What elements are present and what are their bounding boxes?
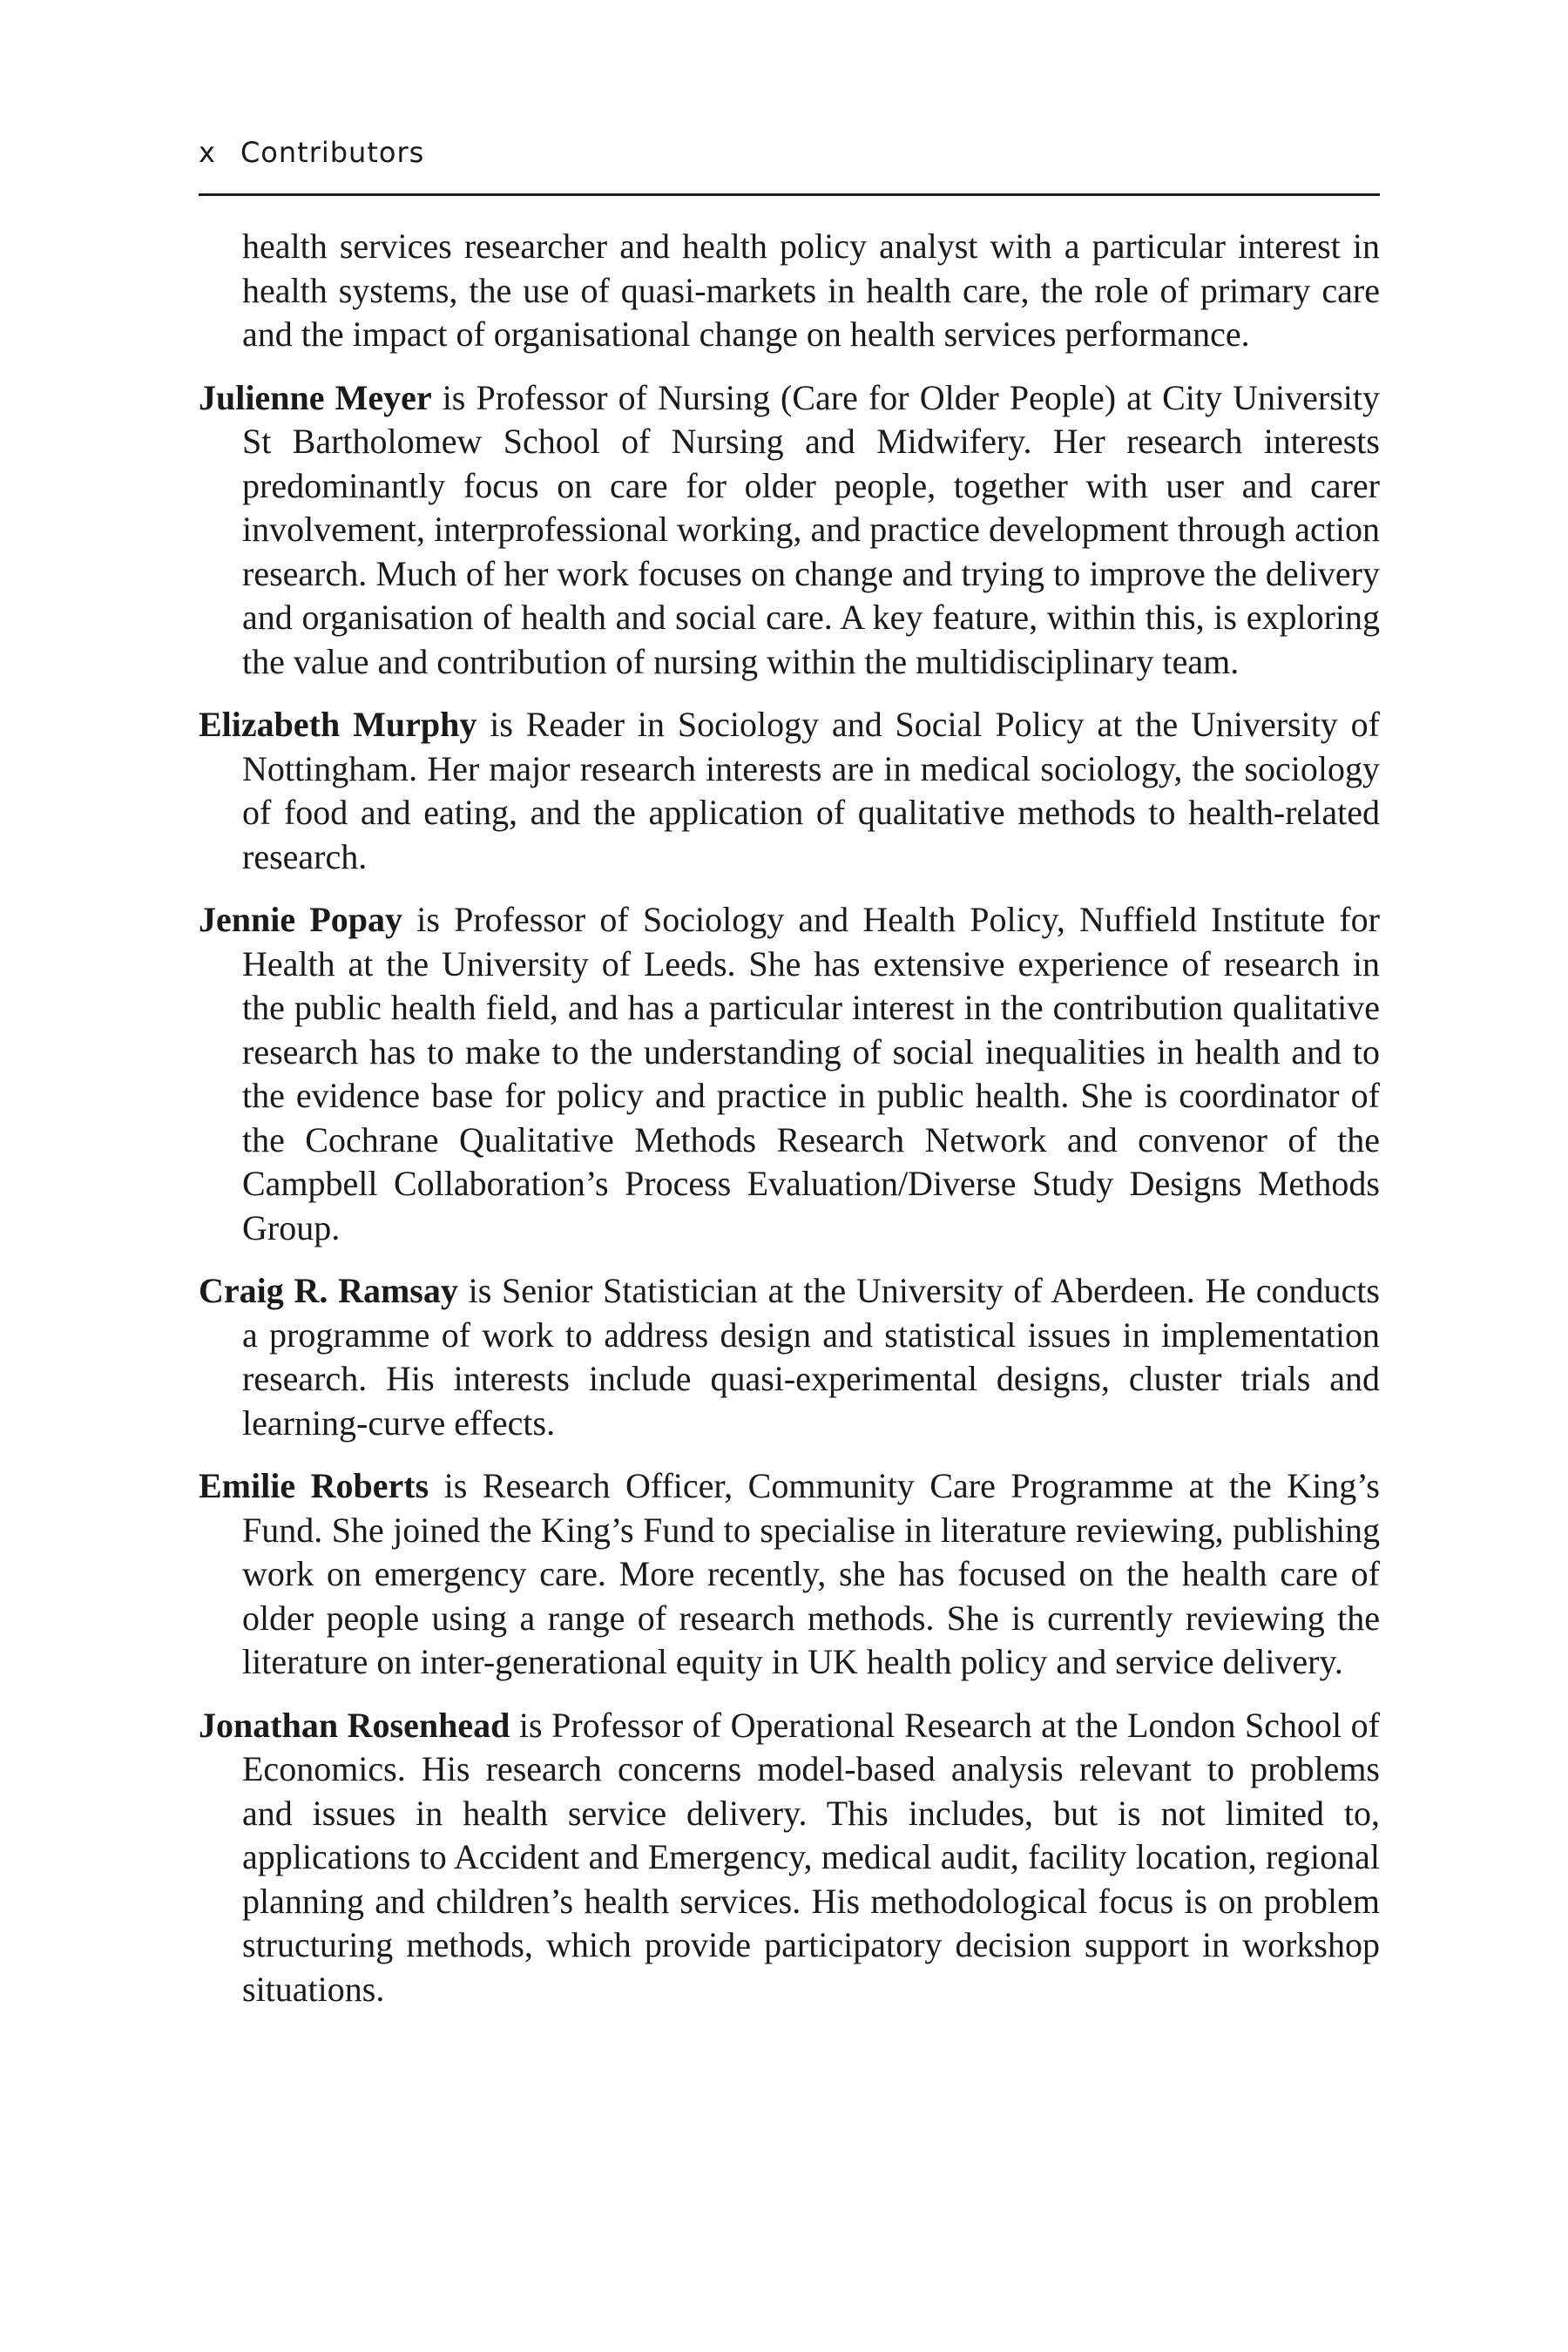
running-header bbox=[199, 136, 1380, 174]
contributor-entry bbox=[199, 1464, 1380, 1685]
contributor-bio: is Professor of Nursing (Care for Older People) at City University St Bartholomew School of Nursing and Midwifery. Her research interests predominantly focus on care for older people, together with user and carer involvement, interprofessional working, and practice development through action research. Much of her work focuses on change and trying to improve the delivery and organisation of health and social care. A key feature, within this, is exploring the value and contribution of nursing within the multidisciplinary team. bbox=[242, 377, 1380, 681]
contributor-bio: is Senior Statistician at the University of Aberdeen. He conducts a programme of work to address design and statistical issues in implementation research. His interests include quasi-experimental designs, cluster trials and learning-curve effects. bbox=[242, 1271, 1380, 1443]
contributor-bio: is Professor of Operational Research at the London School of Economics. His research concerns model-based analysis relevant to problems and issues in health service delivery. This includes, but is not limited to, applications to Accident and Emergency, medical audit, facility location, regional planning and children’s health services. His methodological focus is on problem structuring methods, which provide participatory decision support in workshop situations. bbox=[242, 1705, 1380, 2009]
contributor-name: Jennie Popay bbox=[199, 900, 403, 939]
contributor-entry bbox=[199, 703, 1380, 879]
contributor-name: Jonathan Rosenhead bbox=[199, 1705, 510, 1745]
contributors-list bbox=[199, 225, 1380, 2031]
running-title: Contributors bbox=[240, 136, 425, 169]
contributor-entry bbox=[199, 1704, 1380, 2012]
contributor-name: Craig R. Ramsay bbox=[199, 1271, 458, 1310]
contributor-bio: is Research Officer, Community Care Programme at the King’s Fund. She joined the King’s Fund to specialise in literature reviewing, publishing work on emergency care. More recently, she has focused on the health care of older people using a range of research methods. She is currently reviewing the literature on inter-generational equity in UK health policy and service delivery. bbox=[242, 1466, 1380, 1681]
header-rule bbox=[199, 193, 1380, 196]
contributor-entry bbox=[199, 898, 1380, 1250]
continued-paragraph: health services researcher and health policy analyst with a particular interest in health systems, the use of quasi-markets in health care, the role of primary care and the impact of organisational change on health services performance. bbox=[242, 226, 1380, 354]
contributor-bio: is Reader in Sociology and Social Policy at the University of Nottingham. Her major research interests are in medical sociology, the sociology of food and eating, and the application of qualitative methods to health-related research. bbox=[242, 705, 1380, 876]
contributor-name: Elizabeth Murphy bbox=[199, 705, 477, 744]
contributor-name: Julienne Meyer bbox=[199, 377, 432, 417]
contributor-bio: is Professor of Sociology and Health Policy, Nuffield Institute for Health at the University of Leeds. She has extensive experience of research in the public health field, and has a particular interest in the contribution qualitative research has to make to the understanding of social inequalities in health and to the evidence base for policy and practice in public health. She is coordinator of the Cochrane Qualitative Methods Research Network and convenor of the Campbell Collaboration’s Process Evaluation/Diverse Study Designs Methods Group. bbox=[242, 900, 1381, 1247]
contributor-entry bbox=[199, 1269, 1380, 1445]
page-number: x bbox=[199, 136, 216, 169]
contributor-name: Emilie Roberts bbox=[199, 1466, 429, 1505]
contributor-entry bbox=[199, 376, 1380, 685]
